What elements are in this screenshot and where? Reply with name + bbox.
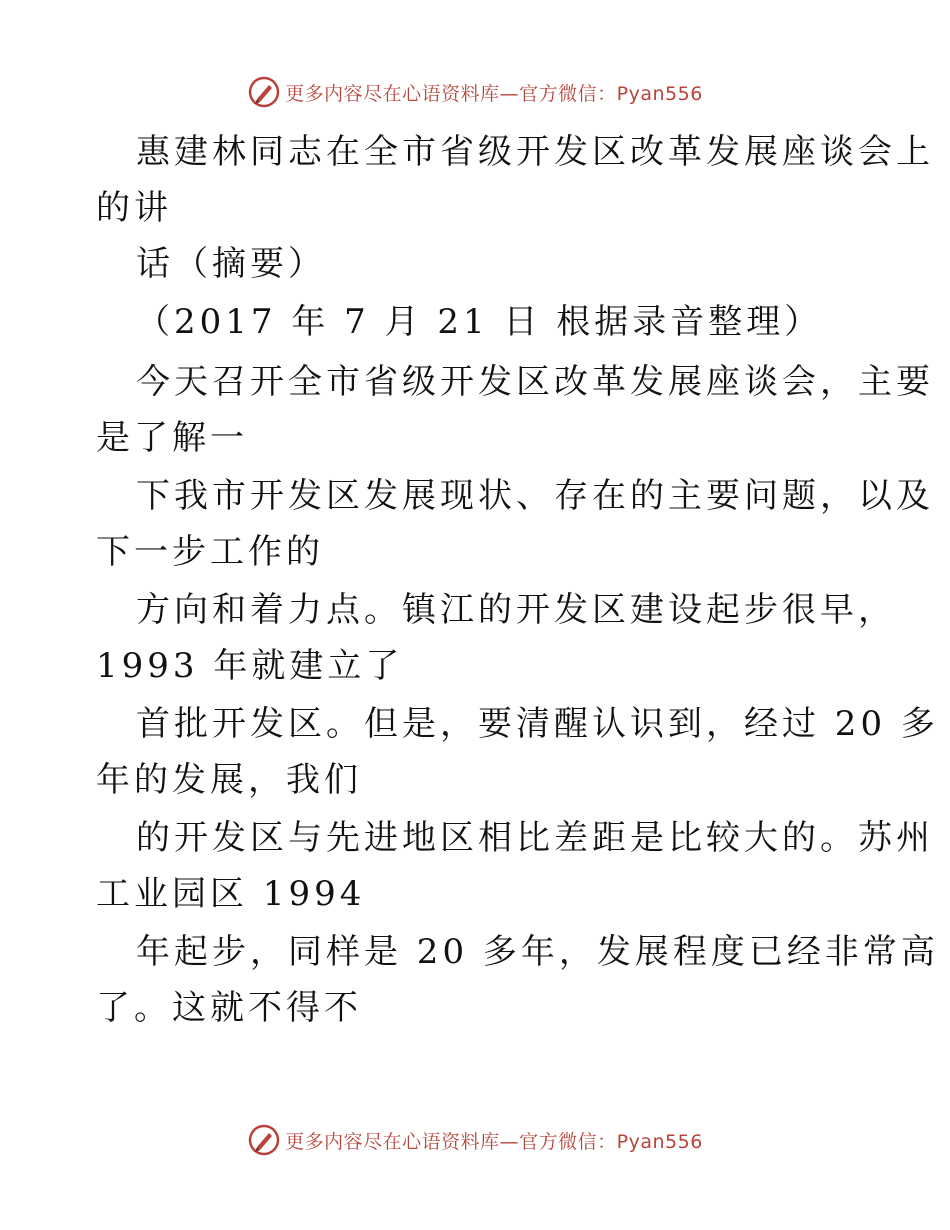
text-line: 方向和着力点。镇江的开发区建设起步很早， bbox=[136, 590, 896, 630]
footer-watermark bbox=[0, 1120, 950, 1160]
text-line: （2017 年 7 月 21 日 根据录音整理） bbox=[136, 302, 823, 342]
text-line: 年起步，同样是 20 多年，发展程度已经非常高 bbox=[136, 932, 939, 972]
text-line: 话（摘要） bbox=[136, 244, 326, 284]
pen-logo-icon bbox=[247, 75, 281, 109]
text-line: 工业园区 1994 bbox=[96, 874, 366, 914]
text-line: 首批开发区。但是，要清醒认识到，经过 20 多 bbox=[136, 704, 939, 744]
text-line: 是了解一 bbox=[96, 418, 248, 458]
text-line: 下一步工作的 bbox=[96, 532, 324, 572]
text-line: 的讲 bbox=[96, 188, 172, 228]
watermark-text: 更多内容尽在心语资料库—官方微信：Pyan556 bbox=[285, 1130, 703, 1153]
text-line: 惠建林同志在全市省级开发区改革发展座谈会上 bbox=[136, 132, 934, 172]
text-line: 了。这就不得不 bbox=[96, 988, 362, 1028]
watermark-text: 更多内容尽在心语资料库—官方微信：Pyan556 bbox=[285, 82, 703, 105]
header-watermark bbox=[0, 72, 950, 112]
text-line: 下我市开发区发展现状、存在的主要问题，以及 bbox=[136, 476, 934, 516]
text-line: 今天召开全市省级开发区改革发展座谈会，主要 bbox=[136, 362, 934, 402]
text-line: 的开发区与先进地区相比差距是比较大的。苏州 bbox=[136, 818, 934, 858]
text-line: 年的发展，我们 bbox=[96, 760, 362, 800]
text-line: 1993 年就建立了 bbox=[96, 646, 404, 686]
pen-logo-icon bbox=[247, 1123, 281, 1157]
